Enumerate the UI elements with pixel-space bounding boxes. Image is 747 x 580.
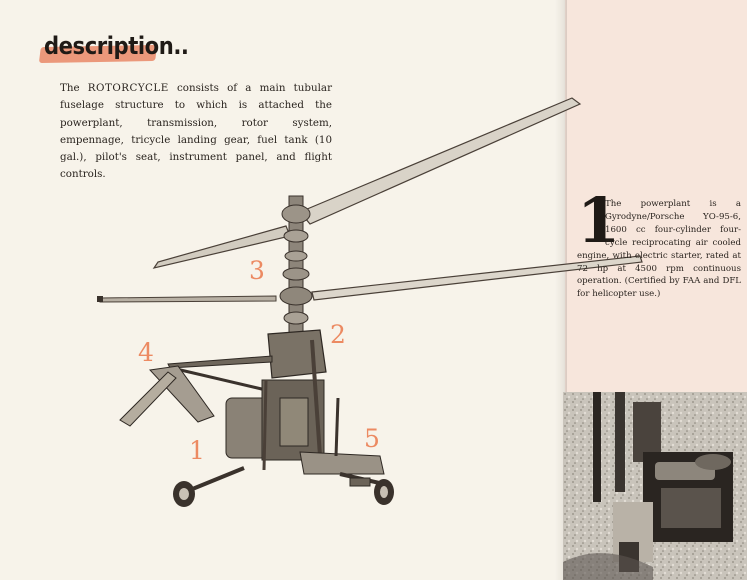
label-4: 4 — [138, 338, 154, 367]
label-1: 1 — [189, 436, 205, 465]
upper-rotor-blade-right — [300, 98, 580, 224]
tail-surface — [120, 372, 176, 426]
upper-rotor-blade-left — [154, 226, 290, 268]
brand-name: ROTORCYCLE — [87, 82, 169, 94]
landing-gear-front — [190, 468, 244, 490]
engine-photo — [563, 392, 747, 580]
callout-dropcap: 1 — [577, 184, 621, 257]
title-word: description — [44, 32, 174, 60]
callout-text: The powerplant is a Gyrodyne/Porsche YO-95-6, 1600 cc four-cylinder four-cycle reciprocating air cooled engine, with electric starter, rated at 72 hp at 4500 rpm continuous operation. (Certified by FAA and DFL for helicopter use.) — [577, 199, 741, 300]
description-paragraph: The ROTORCYCLE consists of a main tubular fuselage structure to which is attached the powerplant, transmission, rotor system, empennage, tricycle landing gear, fuel tank (10 gal.), pilot's seat, instrument panel, and flight controls. — [60, 82, 332, 181]
lower-rotor-blade-left — [100, 296, 276, 302]
lower-hub — [280, 287, 312, 305]
label-3: 3 — [249, 256, 265, 285]
blade-tip — [97, 296, 103, 302]
control-stick — [336, 398, 338, 456]
label-5: 5 — [364, 424, 380, 453]
pilot-seat — [300, 452, 384, 474]
powerplant-callout — [577, 184, 743, 328]
tail-boom — [168, 356, 272, 368]
upper-hub — [282, 205, 310, 223]
label-2: 2 — [330, 320, 346, 349]
transmission — [268, 330, 326, 378]
title-dots: .. — [173, 32, 189, 60]
